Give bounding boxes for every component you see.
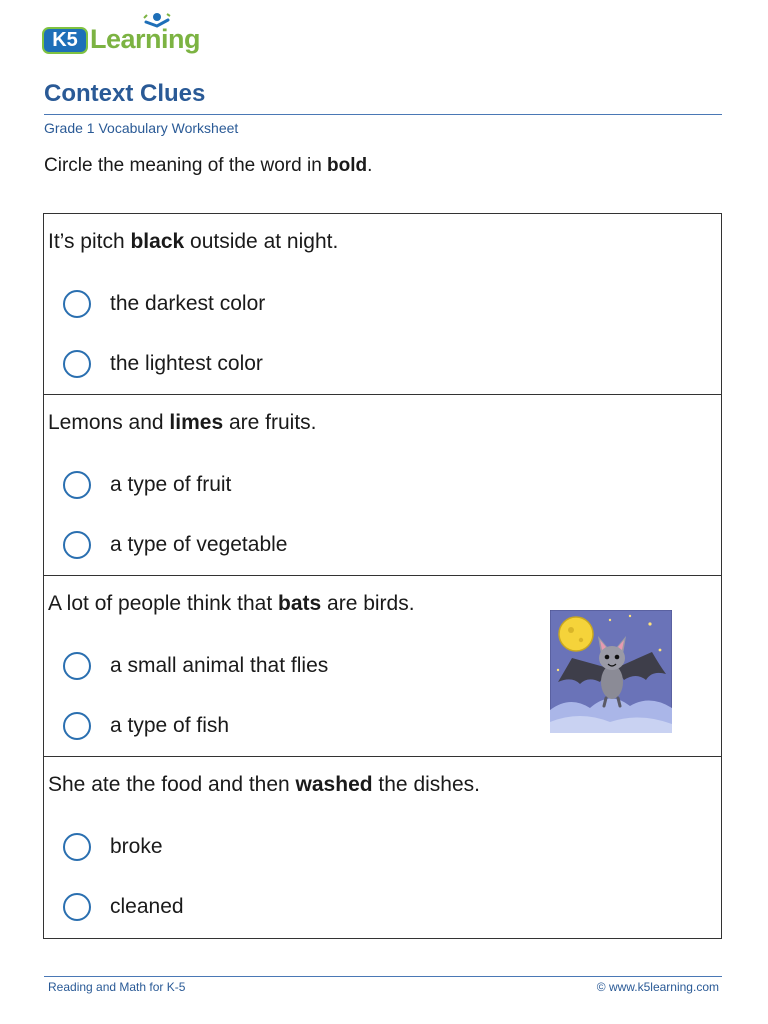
answer-option[interactable] [63,891,184,923]
question-row-1 [44,214,721,395]
answer-option[interactable] [63,469,231,501]
footer-divider [44,976,722,977]
question-table [43,213,722,939]
answer-label: cleaned [110,895,184,918]
answer-option[interactable] [63,710,229,742]
answer-label: broke [110,835,163,858]
answer-label: a type of vegetable [110,533,288,556]
answer-option[interactable] [63,831,163,863]
k5-learning-logo [42,18,212,62]
target-word: black [130,230,185,253]
logo-wordmark: Learning [90,24,201,54]
instructions: Circle the meaning of the word in bold. [44,155,373,176]
question-row-4 [44,757,721,938]
answer-label: a type of fish [110,714,230,737]
target-word: washed [295,773,373,796]
target-word: limes [169,411,224,434]
answer-circle[interactable] [63,893,91,921]
answer-circle[interactable] [63,350,91,378]
logo-figure-icon [142,12,172,34]
target-word: bats [278,592,322,615]
answer-option[interactable] [63,529,287,561]
question-text: Lemons and limes are fruits. [48,411,317,434]
answer-option[interactable] [63,288,265,320]
answer-circle[interactable] [63,712,91,740]
answer-circle[interactable] [63,531,91,559]
bat-illustration-icon [550,610,672,733]
answer-label: the lightest color [110,352,263,375]
answer-circle[interactable] [63,290,91,318]
answer-label: a small animal that flies [110,654,329,677]
footer-tagline: Reading and Math for K-5 [48,980,186,994]
answer-label: the darkest color [110,292,266,315]
question-row-2 [44,395,721,576]
logo-badge: K5 [42,27,88,54]
question-row-3 [44,576,721,757]
answer-option[interactable] [63,348,263,380]
question-text: It’s pitch black outside at night. [48,230,339,253]
question-text: A lot of people think that bats are birds. [48,592,415,615]
answer-option[interactable] [63,650,328,682]
answer-circle[interactable] [63,833,91,861]
question-text: She ate the food and then washed the dishes. [48,773,480,796]
page-title: Context Clues [44,80,206,107]
page-subtitle: Grade 1 Vocabulary Worksheet [44,120,239,136]
answer-label: a type of fruit [110,473,232,496]
title-divider [44,114,722,115]
answer-circle[interactable] [63,471,91,499]
answer-circle[interactable] [63,652,91,680]
footer-copyright: © www.k5learning.com [596,980,719,994]
